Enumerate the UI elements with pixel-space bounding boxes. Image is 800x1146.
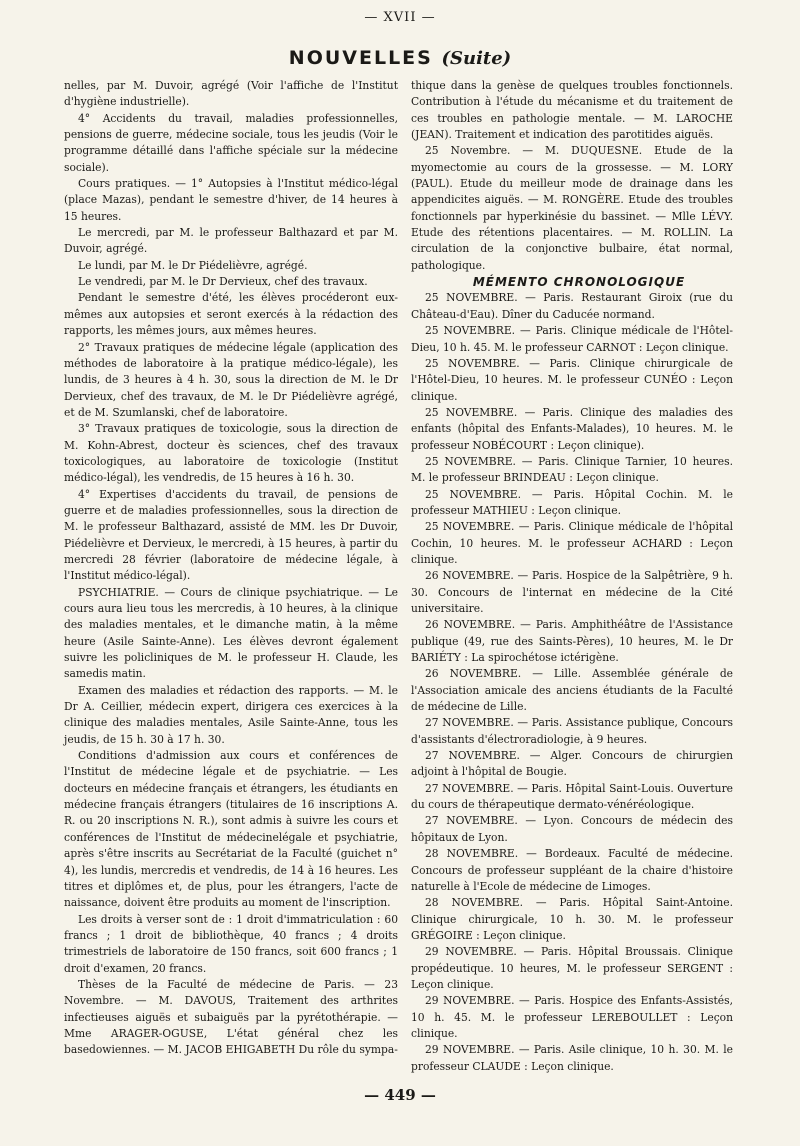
paragraph: Conditions d'admission aux cours et conférences de l'Institut de médecine légale et de psychiatrie. — Les docteurs en médecine français et étrangers, les étudiants en médecine français étrangers (titulaires de 16 inscriptions A. R. ou 20 inscriptions N. R.), sont admis à suivre les cours et conférences de l'Institut de médecinelégale et psychiatrie, après s'être inscrits au Secrétariat de la Faculté (guichet n° 4), les lundis, mercredis et vendredis, de 14 à 16 heures. Les titres et diplômes et, de plus, pour les étrangers, l'acte de naissance, doivent être produits au moment de l'inscription. <box>64 749 398 910</box>
memento-entry: 27 NOVEMBRE. — Alger. Concours de chirurgien adjoint à l'hôpital de Bougie. <box>411 749 733 779</box>
memento-list <box>411 290 733 1075</box>
memento-entry: 29 NOVEMBRE. — Paris. Hôpital Broussais. Clinique propédeutique. 10 heures, M. le professeur SERGENT : Leçon clinique. <box>411 945 733 991</box>
memento-entry: 25 NOVEMBRE. — Paris. Clinique médicale de l'Hôtel-Dieu, 10 h. 45. M. le professeur CARNOT : Leçon clinique. <box>411 324 733 354</box>
paragraph: 4° Expertises d'accidents du travail, de pensions de guerre et de maladies professionnelles, sous la direction de M. le professeur Balthazard, assisté de MM. les Dr Duvoir, Piédelièvre et Dervieux, le mercredi, à 15 heures, à partir du mercredi 28 février (laboratoire de médecine légale, à l'Institut médico-légal). <box>64 487 398 583</box>
memento-entry: 28 NOVEMBRE. — Bordeaux. Faculté de médecine. Concours de professeur suppléant de la chaire d'histoire naturelle à l'Ecole de médecine de Limoges. <box>411 847 733 893</box>
paragraph: 3° Travaux pratiques de toxicologie, sous la direction de M. Kohn-Abrest, docteur ès sciences, chef des travaux toxicologiques, au laboratoire de toxicologie (Institut médico-légal), les vendredis, de 15 heures à 16 h. 30. <box>64 422 398 485</box>
memento-entry: 26 NOVEMBRE. — Lille. Assemblée générale de l'Association amicale des anciens étudiants de la Faculté de médecine de Lille. <box>411 667 733 714</box>
section-title: NOUVELLES <box>288 47 433 69</box>
paragraph: PSYCHIATRIE. — Cours de clinique psychiatrique. — Le cours aura lieu tous les mercredis, à 10 heures, à la clinique des maladies mentales, et le dimanche matin, à la même heure (Asile Sainte-Anne). Les élèves devront également suivre les policliniques de M. le professeur H. Claude, les samedis matin. <box>64 585 398 681</box>
memento-entry: 25 NOVEMBRE. — Paris. Clinique médicale de l'hôpital Cochin, 10 heures. M. le professeur ACHARD : Leçon clinique. <box>411 520 733 566</box>
section-folio: — XVII — <box>364 10 436 25</box>
paragraph: 25 Novembre. — M. DUQUESNE. Etude de la myomectomie au cours de la grossesse. — M. LORY (PAUL). Etude du meilleur mode de drainage dans les appendicites aiguës. — M. RONGÈRE. Etude des troubles fonctionnels par hyperkinésie du bassinet. — Mlle LÉVY. Etude des rétentions placentaires. — M. ROLLIN. La circulation de la conjonctive bulbaire, état normal, pathologique. <box>411 144 733 272</box>
section-header <box>0 47 800 69</box>
paragraph: 2° Travaux pratiques de médecine légale (application des méthodes de laboratoire à la pratique médico-légale), les lundis, de 3 heures à 4 h. 30, sous la direction de M. le Dr Dervieux, chef des travaux, de M. le Dr Piédelièvre agrégé, et de M. Szumlanski, chef de laboratoire. <box>64 340 398 419</box>
memento-entry: 27 NOVEMBRE. — Paris. Assistance publique, Concours d'assistants d'électroradiologie, à 9 heures. <box>411 716 733 746</box>
memento-entry: 26 NOVEMBRE. — Paris. Amphithéâtre de l'Assistance publique (49, rue des Saints-Pères), 10 heures, M. le Dr BARIÉTY : La spirochétose ictérigène. <box>411 618 733 665</box>
memento-entry: 29 NOVEMBRE. — Paris. Asile clinique, 10 h. 30. M. le professeur CLAUDE : Leçon clinique. <box>411 1043 733 1073</box>
section-title-suite: (Suite) <box>441 48 512 69</box>
paragraph: Cours pratiques. — 1° Autopsies à l'Institut médico-légal (place Mazas), pendant le semestre d'hiver, de 14 heures à 15 heures. <box>64 177 398 223</box>
memento-entry: 26 NOVEMBRE. — Paris. Hospice de la Salpêtrière, 9 h. 30. Concours de l'internat en médecine de la Cité universitaire. <box>411 569 733 615</box>
memento-entry: 25 NOVEMBRE. — Paris. Clinique chirurgicale de l'Hôtel-Dieu, 10 heures. M. le professeur CUNÉO : Leçon clinique. <box>411 356 733 403</box>
memento-entry: 25 NOVEMBRE. — Paris. Clinique Tarnier, 10 heures. M. le professeur BRINDEAU : Leçon clinique. <box>411 454 733 485</box>
page-number: — 449 — <box>364 1086 436 1104</box>
theses-continuation <box>411 78 733 274</box>
memento-entry: 28 NOVEMBRE. — Paris. Hôpital Saint-Antoine. Clinique chirurgicale, 10 h. 30. M. le professeur GRÉGOIRE : Leçon clinique. <box>411 896 733 942</box>
memento-entry: 27 NOVEMBRE. — Lyon. Concours de médecin des hôpitaux de Lyon. <box>411 814 733 844</box>
memento-entry: 25 NOVEMBRE. — Paris. Clinique des maladies des enfants (hôpital des Enfants-Malades), 10 heures. M. le professeur NOBÉCOURT : Leçon clinique). <box>411 405 733 452</box>
paragraph: Examen des maladies et rédaction des rapports. — M. le Dr A. Ceillier, médecin expert, dirigera ces exercices à la clinique des maladies mentales, Asile Sainte-Anne, tous les jeudis, de 15 h. 30 à 17 h. 30. <box>64 683 398 746</box>
right-column <box>411 78 733 1075</box>
paragraph: Pendant le semestre d'été, les élèves procéderont eux-mêmes aux autopsies et seront exercés à la rédaction des rapports, les mêmes jours, aux mêmes heures. <box>64 291 398 338</box>
memento-entry: 27 NOVEMBRE. — Paris. Hôpital Saint-Louis. Ouverture du cours de thérapeutique dermato-vénéréologique. <box>411 781 733 812</box>
memento-entry: 29 NOVEMBRE. — Paris. Hospice des Enfants-Assistés, 10 h. 45. M. le professeur LEREBOULLET : Leçon clinique. <box>411 994 733 1040</box>
left-column <box>64 78 398 1059</box>
memento-entry: 25 NOVEMBRE. — Paris. Hôpital Cochin. M. le professeur MATHIEU : Leçon clinique. <box>411 487 733 517</box>
paragraph: Le mercredi, par M. le professeur Balthazard et par M. Duvoir, agrégé. <box>64 226 398 256</box>
paragraph: thique dans la genèse de quelques troubles fonctionnels. Contribution à l'étude du mécanisme et du traitement de ces troubles en pathologie mentale. — M. LAROCHE (JEAN). Traitement et indication des parotitides aiguës. <box>411 79 733 142</box>
memento-entry: 25 NOVEMBRE. — Paris. Restaurant Giroix (rue du Château-d'Eau). Dîner du Caducée normand. <box>411 291 733 321</box>
paragraph: 4° Accidents du travail, maladies professionnelles, pensions de guerre, médecine sociale, tous les jeudis (Voir le programme détaillé dans l'affiche spéciale sur la médecine sociale). <box>64 111 398 174</box>
paragraph: Thèses de la Faculté de médecine de Paris. — 23 Novembre. — M. DAVOUS, Traitement des arthrites infectieuses aiguës et subaiguës par la pyrétothérapie. — Mme ARAGER-OGUSE, L'état général chez les basedowiennes. — M. JACOB EHIGABETH Du rôle du sympa- <box>64 977 398 1057</box>
paragraph: Les droits à verser sont de : 1 droit d'immatriculation : 60 francs ; 1 droit de bibliothèque, 40 francs ; 4 droits trimestriels de laboratoire de 150 francs, soit 600 francs ; 1 droit d'examen, 20 francs. <box>64 912 398 975</box>
memento-heading: MÉMENTO CHRONOLOGIQUE <box>472 275 686 290</box>
paragraph: Le lundi, par M. le Dr Piédelièvre, agrégé. <box>78 258 308 272</box>
paragraph: Le vendredi, par M. le Dr Dervieux, chef des travaux. <box>78 275 368 289</box>
paragraph: nelles, par M. Duvoir, agrégé (Voir l'affiche de l'Institut d'hygiène industrielle). <box>64 79 398 109</box>
